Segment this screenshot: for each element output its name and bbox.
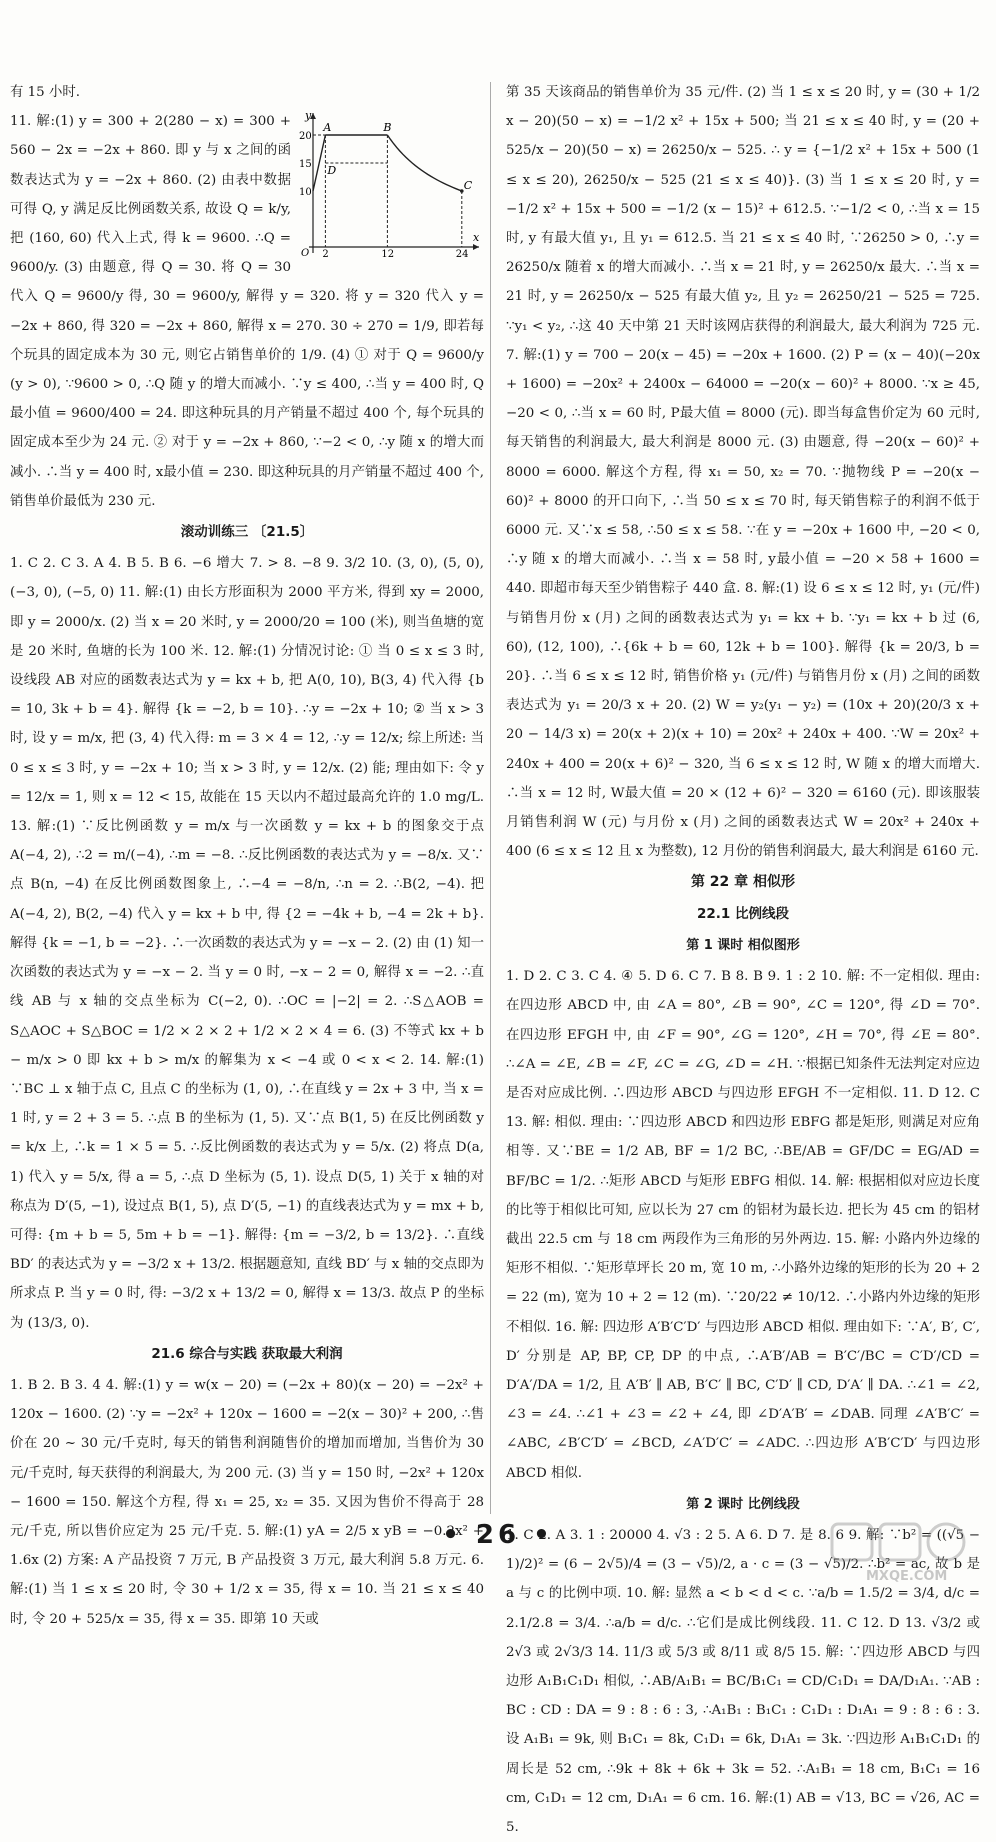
function-graph-svg bbox=[299, 107, 484, 261]
y-axis-label: y bbox=[305, 109, 312, 123]
curve-b-c bbox=[387, 135, 461, 191]
chapter-heading: 第 22 章 相似形 bbox=[690, 874, 796, 891]
y-tick-15: 15 bbox=[299, 159, 312, 171]
x-tick-12: 12 bbox=[381, 249, 395, 261]
x-axis-arrow bbox=[473, 244, 479, 250]
point-b-label: B bbox=[383, 121, 392, 135]
segment-start-a bbox=[313, 135, 325, 191]
section-heading: 22.1 比例线段 bbox=[696, 905, 789, 922]
left-heading-review: 滚动训练三 〔21.5〕 bbox=[180, 524, 314, 541]
right-paragraph-3: 1. C 2. A 3. 1 : 20000 4. √3 : 2 5. A 6. D 7. 是 8. 6 9. 解: ∵b² = ((√5 − 1)/2)² = (6 − 2√5)/4 = (3 − √5)/2, a · c = (3 − √5)/2. ∴b² = ac, 故 b 是 a 与 c 的比例中项. 10. 解: 显然 a < b < d < c. ∵a/b = 1.5/2 = 3/4, d/c = 2.1/2.8 = 3/4. ∴a/b = d/c. ∴它们是成比例线段. 11. C 12. D 13. √3/2 或 2√3 或 2√3/3 14. 11/3 或 5/3 或 8/11 或 8/5 15. 解: ∵四边形 ABCD 与四边形 A₁B₁C₁D₁ 相似, ∴AB/A₁B₁ = BC/B₁C₁ = CD/C₁D₁ = DA/D₁A₁. ∵AB : BC : CD : DA = 9 : 8 : 6 : 3, ∴A₁B₁ : B₁C₁ : C₁D₁ : D₁A₁ = 9 : 8 : 6 : 3. 设 A₁B₁ = 9k, 则 B₁C₁ = 8k, C₁D₁ = 6k, D₁A₁ = 3k. ∵四边形 A₁B₁C₁D₁ 的周长是 52 cm, ∴9k + 8k + 6k + 3k = 52. ∴A₁B₁ = 18 cm, B₁C₁ = 16 cm, C₁D₁ = 12 cm, D₁A₁ = 6 cm. 16. 解:(1) AB = √13, BC = √26, AC = 5. bbox=[506, 1527, 980, 1835]
origin-label: O bbox=[301, 248, 310, 260]
column-divider bbox=[490, 82, 491, 1514]
point-d-label: D bbox=[327, 164, 337, 178]
watermark-text: MXQE.COM bbox=[866, 1569, 948, 1584]
x-axis-label: x bbox=[473, 231, 480, 245]
page-number: • 26 • bbox=[442, 1520, 554, 1550]
left-column bbox=[10, 78, 484, 1627]
lesson-2-heading: 第 2 课时 比例线段 bbox=[686, 1496, 800, 1512]
watermark-logo-icon-2 bbox=[880, 1524, 920, 1560]
left-paragraph-1: 有 15 小时. bbox=[10, 85, 80, 100]
watermark-logo-icon bbox=[832, 1524, 872, 1560]
watermark-logo-icon-3 bbox=[928, 1524, 964, 1560]
left-heading-section-21-6: 21.6 综合与实践 获取最大利润 bbox=[151, 1345, 343, 1362]
graph-lines bbox=[313, 135, 464, 247]
y-tick-10: 10 bbox=[299, 187, 312, 199]
lesson-1-heading: 第 1 课时 相似图形 bbox=[686, 937, 800, 953]
watermark-logo bbox=[828, 1520, 978, 1586]
left-paragraph-4: 1. B 2. B 3. 4 4. 解:(1) y = w(x − 20) = (−2x + 80)(x − 20) = −2x² + 120x − 1600. (2) ∵y = −2x² + 120x − 1600 = −2(x − 30)² + 200, ∴售价在 20 ~ 30 元/千克时, 每天的销售利润随售价的增加而增加, 当售价为 30 元/千克时, 每天获得的利润最大, 为 200 元. (3) 当 y = 150 时, −2x² + 120x − 1600 = 150. 解这个方程, 得 x₁ = 25, x₂ = 35. 又因为售价不得高于 28 元/千克, 所以售价应定为 25 元/千克. 5. 解:(1) yA = 2/5 x yB = −0.2x² + 1.6x (2) 方案: A 产品投资 7 万元, B 产品投资 3 万元, 最大利润 5.8 万元. 6. 解:(1) 当 1 ≤ x ≤ 20 时, 令 30 + 1/2 x = 35, 得 x = 10. 当 21 ≤ x ≤ 40 时, 令 20 + 525/x = 35, 得 x = 35. 即第 10 天或 bbox=[10, 1377, 484, 1627]
right-paragraph-1: 第 35 天该商品的销售单价为 35 元/件. (2) 当 1 ≤ x ≤ 20 时, y = (30 + 1/2 x − 20)(50 − x) = −1/2 x² + 15x + 500; 当 21 ≤ x ≤ 40 时, y = (20 + 525/x − 20)(50 − x) = 26250/x − 525. ∴ y = {−1/2 x² + 15x + 500 (1 ≤ x ≤ 20), 26250/x − 525 (21 ≤ x ≤ 40)}. (3) 当 1 ≤ x ≤ 20 时, y = −1/2 x² + 15x + 500 = −1/2 (x − 15)² + 612.5. ∵−1/2 < 0, ∴当 x = 15 时, y 有最大值 y₁, 且 y₁ = 612.5. 当 21 ≤ x ≤ 40 时, ∵26250 > 0, ∴y = 26250/x 随着 x 的增大而减小. ∴当 x = 21 时, y = 26250/x 最大. ∴当 x = 21 时, y = 26250/x − 525 有最大值 y₂, 且 y₂ = 26250/21 − 525 = 725. ∵y₁ < y₂, ∴这 40 天中第 21 天时该网店获得的利润最大, 最大利润为 725 元. 7. 解:(1) y = 700 − 20(x − 45) = −20x + 1600. (2) P = (x − 40)(−20x + 1600) = −20x² + 2400x − 64000 = −20(x − 60)² + 8000. ∵x ≥ 45, −20 < 0, ∴当 x = 60 时, P最大值 = 8000 (元). 即当每盒售价定为 60 元时, 每天销售的利润最大, 最大利润是 8000 元. (3) 由题意, 得 −20(x − 60)² + 8000 = 6000. 解这个方程, 得 x₁ = 50, x₂ = 70. ∵抛物线 P = −20(x − 60)² + 8000 的开口向下, ∴当 50 ≤ x ≤ 70 时, 每天销售粽子的利润不低于 6000 元. 又∵x ≤ 58, ∴50 ≤ x ≤ 58. ∵在 y = −20x + 1600 中, −20 < 0, ∴y 随 x 的增大而减小. ∴当 x = 58 时, y最小值 = −20 × 58 + 1600 = 440. 即超市每天至少销售粽子 440 盒. 8. 解:(1) 设 6 ≤ x ≤ 12 时, y₁ (元/件) 与销售月份 x (月) 之间的函数表达式为 y₁ = kx + b. ∵y₁ = kx + b 过 (6, 60), (12, 100), ∴{6k + b = 60, 12k + b = 100}. 解得 {k = 20/3, b = 20}. ∴当 6 ≤ x ≤ 12 时, 销售价格 y₁ (元/件) 与销售月份 x (月) 之间的函数表达式为 y₁ = 20/3 x + 20. (2) W = y₂(y₁ − y₂) = (10x + 20)(20/3 x + 20 − 14/3 x) = 20(x + 2)(x + 10) = 20x² + 240x + 400. ∵W = 20x² + 240x + 400 = 20(x + 6)² − 320, 当 6 ≤ x ≤ 12 时, W 随 x 的增大而增大. ∴当 x = 12 时, W最大值 = 20 × (12 + 6)² − 320 = 6160 (元). 即该服装月销售利润 W (元) 与月份 x (月) 之间的函数表达式 W = 20x² + 240x + 400 (6 ≤ x ≤ 12 且 x 为整数), 12 月份的销售利润最大, 最大利润是 6160 元. bbox=[506, 85, 980, 860]
function-graph bbox=[299, 107, 484, 261]
y-tick-20: 20 bbox=[299, 131, 312, 143]
x-tick-24: 24 bbox=[455, 249, 469, 261]
point-a-label: A bbox=[323, 121, 332, 135]
x-tick-2: 2 bbox=[322, 249, 329, 261]
left-paragraph-2: 11. 解:(1) y = 300 + 2(280 − x) = 300 + 560 − 2x = −2x + 860. 即 y 与 x 之间的函数表达式为 y = −2x + 860. (2) 由表中数据可得 Q, y 满足反比例函数关系, 故设 Q = k/y, 把 (160, 60) 代入上式, 得 k = 9600. ∴Q = 9600/y. (3) 由题意, 得 Q = 30. 将 Q = 30 代入 Q = 9600/y 得, 30 = 9600/y, 解得 y = 320. 将 y = 320 代入 y = −2x + 860, 得 320 = −2x + 860, 解得 x = 270. 30 ÷ 270 = 1/9, 即若每个玩具的固定成本为 30 元, 则它占销售单价的 1/9. (4) ① 对于 Q = 9600/y (y > 0), ∵9600 > 0, ∴Q 随 y 的增大而减小. ∵y ≤ 400, ∴当 y = 400 时, Q最小值 = 9600/400 = 24. 即这种玩具的月产销量不超过 400 个, 每个玩具的固定成本至少为 24 元. ② 对于 y = −2x + 860, ∵−2 < 0, ∴y 随 x 的增大而减小. ∴当 y = 400 时, x最小值 = 230. 即这种玩具的月产销量不超过 400 个, 销售单价最低为 230 元. bbox=[10, 114, 484, 509]
left-paragraph-3: 1. C 2. C 3. A 4. B 5. B 6. −6 增大 7. > 8. −8 9. 3/2 10. (3, 0), (5, 0), (−3, 0), (−5, 0) 11. 解:(1) 由长方形面积为 2000 平方米, 得到 xy = 2000, 即 y = 2000/x. (2) 当 x = 20 米时, y = 2000/20 = 100 (米), 则当鱼塘的宽是 20 米时, 鱼塘的长为 100 米. 12. 解:(1) 分情况讨论: ① 当 0 ≤ x ≤ 3 时, 设线段 AB 对应的函数表达式为 y = kx + b, 把 A(0, 10), B(3, 4) 代入得 {b = 10, 3k + b = 4}. 解得 {k = −2, b = 10}. ∴y = −2x + 10; ② 当 x > 3 时, 设 y = m/x, 把 (3, 4) 代入得: m = 3 × 4 = 12, ∴y = 12/x; 综上所述: 当 0 ≤ x ≤ 3 时, y = −2x + 10; 当 x > 3 时, y = 12/x. (2) 能; 理由如下: 令 y = 12/x = 1, 则 x = 12 < 15, 故能在 15 天以内不超过最高允许的 1.0 mg/L. 13. 解:(1) ∵反比例函数 y = m/x 与一次函数 y = kx + b 的图象交于点 A(−4, 2), ∴2 = m/(−4), ∴m = −8. ∴反比例函数的表达式为 y = −8/x. 又∵点 B(n, −4) 在反比例函数图象上, ∴−4 = −8/n, ∴n = 2. ∴B(2, −4). 把 A(−4, 2), B(2, −4) 代入 y = kx + b 中, 得 {2 = −4k + b, −4 = 2k + b}. 解得 {k = −1, b = −2}. ∴一次函数的表达式为 y = −x − 2. (2) 由 (1) 知一次函数的表达式为 y = −x − 2. 当 y = 0 时, −x − 2 = 0, 解得 x = −2. ∴直线 AB 与 x 轴的交点坐标为 C(−2, 0). ∴OC = |−2| = 2. ∴S△AOB = S△AOC + S△BOC = 1/2 × 2 × 2 + 1/2 × 2 × 4 = 6. (3) 不等式 kx + b − m/x > 0 即 kx + b > m/x 的解集为 x < −4 或 0 < x < 2. 14. 解:(1) ∵BC ⊥ x 轴于点 C, 且点 C 的坐标为 (1, 0), ∴在直线 y = 2x + 3 中, 当 x = 1 时, y = 2 + 3 = 5. ∴点 B 的坐标为 (1, 5). 又∵点 B(1, 5) 在反比例函数 y = k/x 上, ∴k = 1 × 5 = 5. ∴反比例函数的表达式为 y = 5/x. (2) 将点 D(a, 1) 代入 y = 5/x, 得 a = 5, ∴点 D 坐标为 (5, 1). 设点 D(5, 1) 关于 x 轴的对称点为 D′(5, −1), 设过点 B(1, 5), 点 D′(5, −1) 的直线表达式为 y = mx + b, 可得: {m + b = 5, 5m + b = −1}. 解得: {m = −3/2, b = 13/2}. ∴直线 BD′ 的表达式为 y = −3/2 x + 13/2. 根据题意知, 直线 BD′ 与 x 轴的交点即为所求点 P. 当 y = 0 时, 得: −3/2 x + 13/2 = 0, 解得 x = 13/3. 故点 P 的坐标为 (13/3, 0). bbox=[10, 556, 484, 1331]
right-paragraph-2: 1. D 2. C 3. C 4. ④ 5. D 6. C 7. B 8. B 9. 1 : 2 10. 解: 不一定相似. 理由: 在四边形 ABCD 中, 由 ∠A = 80°, ∠B = 90°, ∠C = 120°, 得 ∠D = 70°. 在四边形 EFGH 中, 由 ∠F = 90°, ∠G = 120°, ∠H = 70°, 得 ∠E = 80°. ∴∠A = ∠E, ∠B = ∠F, ∠C = ∠G, ∠D = ∠H. ∵根据已知条件无法判定对应边是否对应成比例. ∴四边形 ABCD 与四边形 EFGH 不一定相似. 11. D 12. C 13. 解: 相似. 理由: ∵四边形 ABCD 和四边形 EBFG 都是矩形, 则满足对应角相等. 又∵BE = 1/2 AB, BF = 1/2 BC, ∴BE/AB = GF/DC = EG/AD = BF/BC = 1/2. ∴矩形 ABCD 与矩形 EBFG 相似. 14. 解: 根据相似对应边长度的比等于相似比可知, 应以长为 27 cm 的铝材为最长边. 把长为 45 cm 的铝材截出 22.5 cm 与 18 cm 两段作为三角形的另外两边. 15. 解: 小路内外边缘的矩形不相似. ∵矩形草坪长 20 m, 宽 10 m, ∴小路外边缘的矩形的长为 20 + 2 = 22 (m), 宽为 10 + 2 = 12 (m). ∵20/22 ≠ 10/12. ∴小路内外边缘的矩形不相似. 16. 解: 四边形 A′B′C′D′ 与四边形 ABCD 相似. 理由如下: ∵A′, B′, C′, D′ 分别是 AP, BP, CP, DP 的中点, ∴A′B′/AB = B′C′/BC = C′D′/CD = D′A′/DA = 1/2, 且 A′B′ ∥ AB, B′C′ ∥ BC, C′D′ ∥ CD, D′A′ ∥ DA. ∴∠1 = ∠2, ∠3 = ∠4. ∴∠1 + ∠3 = ∠2 + ∠4, 即 ∠D′A′B′ = ∠DAB. 同理 ∠A′B′C′ = ∠ABC, ∠B′C′D′ = ∠BCD, ∠A′D′C′ = ∠ADC. ∴四边形 A′B′C′D′ 与四边形 ABCD 相似. bbox=[506, 969, 980, 1481]
point-c-label: C bbox=[463, 179, 473, 193]
